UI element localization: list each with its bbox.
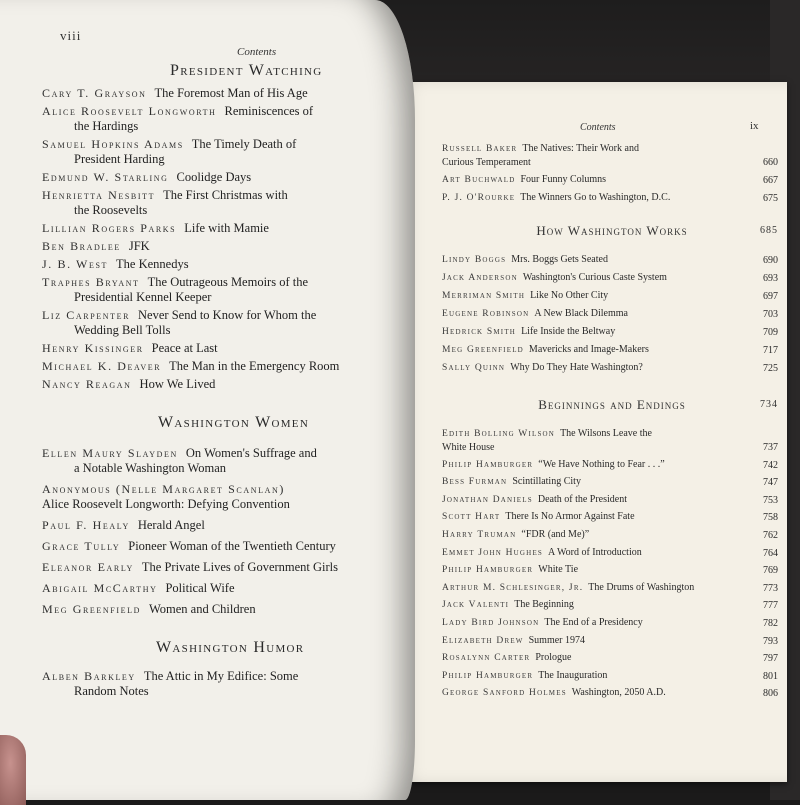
entry-title: Prologue: [535, 652, 572, 664]
toc-entry: [442, 686, 782, 700]
entry-author: Eleanor Early: [42, 560, 134, 574]
section-heading: Washington Women: [158, 414, 310, 431]
entry-author: Nancy Reagan: [42, 377, 132, 391]
toc-entry: [442, 253, 782, 267]
toc-entry: [442, 598, 782, 612]
toc-entry: [442, 634, 782, 648]
toc-entry: [442, 616, 782, 630]
entry-title: There Is No Armor Against Fate: [505, 511, 635, 523]
entry-author: Arthur M. Schlesinger, Jr.: [442, 582, 584, 593]
entry-title-continued: a Notable Washington Woman: [74, 461, 227, 475]
entry-author: P. J. O'Rourke: [442, 193, 516, 203]
entry-page-number: 747: [763, 477, 778, 489]
entry-author: Philip Hamburger: [442, 670, 534, 681]
toc-entry: [442, 458, 782, 472]
section-page-number: 734: [760, 399, 778, 410]
section-title: How Washington Works: [536, 223, 688, 238]
toc-entry: [42, 482, 372, 512]
entry-author: Rosalynn Carter: [442, 653, 531, 664]
entry-title: A Word of Introduction: [548, 546, 642, 558]
entry-title-continued: Wedding Bell Tolls: [74, 323, 171, 337]
toc-entry: [42, 239, 372, 254]
toc-entry: [42, 221, 372, 236]
toc-entry: [42, 518, 372, 533]
toc-entry: [442, 343, 782, 357]
toc-entry: [42, 170, 372, 185]
toc-entry: [42, 308, 372, 338]
right-page-number: ix: [750, 120, 759, 132]
toc-entry: [42, 275, 372, 305]
entry-author: Lindy Boggs: [442, 255, 507, 265]
entry-title: On Women's Suffrage and: [185, 446, 317, 460]
entry-page-number: 660: [763, 157, 778, 168]
toc-entry: [442, 142, 782, 169]
toc-entry: [442, 325, 782, 339]
entry-title: The Beginning: [514, 599, 574, 611]
entry-author: Harry Truman: [442, 529, 517, 540]
section-page-number: 685: [760, 225, 778, 236]
entry-title: Why Do They Hate Washington?: [510, 362, 643, 373]
entry-title: The Natives: Their Work and: [522, 143, 639, 154]
entry-title-continued: the Roosevelts: [74, 203, 148, 217]
toc-entry: [442, 475, 782, 489]
entry-page-number: 782: [763, 617, 778, 629]
entry-author: Meg Greenfield: [42, 602, 141, 616]
entry-title: Summer 1974: [528, 634, 585, 646]
entry-author: Russell Baker: [442, 144, 518, 154]
entry-author: Henrietta Nesbitt: [42, 188, 156, 202]
left-running-head: Contents: [237, 46, 277, 58]
entry-author: Ellen Maury Slayden: [42, 446, 178, 460]
entry-author: Edith Bolling Wilson: [442, 429, 556, 439]
toc-entry: [442, 651, 782, 665]
toc-entry: [42, 188, 372, 218]
toc-entry: [442, 563, 782, 577]
entry-author: Henry Kissinger: [42, 341, 144, 355]
entry-page-number: 742: [763, 459, 778, 471]
entry-page-number: 693: [763, 273, 778, 284]
toc-entry: [442, 669, 782, 683]
entry-author: Jack Anderson: [442, 273, 518, 283]
entry-title-continued: White House: [442, 442, 495, 453]
toc-entry: [42, 257, 372, 272]
entry-page-number: 762: [763, 529, 778, 541]
entry-page-number: 793: [763, 635, 778, 647]
entry-page-number: 675: [763, 193, 778, 204]
entry-title: The Foremost Man of His Age: [154, 86, 308, 100]
entry-title: Scintillating City: [512, 476, 581, 488]
entry-author: Grace Tully: [42, 539, 121, 553]
entry-author: J. B. West: [42, 257, 109, 271]
entry-author: Lady Bird Johnson: [442, 617, 540, 628]
entry-author: Philip Hamburger: [442, 565, 534, 576]
right-contents-list: [442, 142, 782, 704]
entry-title: The Drums of Washington: [588, 581, 695, 593]
entry-page-number: 703: [763, 309, 778, 320]
section-heading: Washington Humor: [156, 639, 305, 656]
toc-entry: [42, 341, 372, 356]
entry-title: The First Christmas with: [163, 188, 288, 202]
right-running-head: Contents: [580, 122, 616, 133]
entry-page-number: 717: [763, 345, 778, 356]
entry-title: JFK: [128, 239, 150, 253]
entry-title: The Private Lives of Government Girls: [141, 560, 339, 574]
toc-entry: [42, 446, 372, 476]
entry-title: Like No Other City: [530, 290, 609, 301]
entry-title-continued: President Harding: [74, 152, 165, 166]
entry-title: The Kennedys: [116, 257, 189, 271]
entry-author: Traphes Bryant: [42, 275, 140, 289]
toc-entry: [442, 361, 782, 375]
entry-title: Reminiscences of: [224, 104, 314, 118]
entry-page-number: 667: [763, 175, 778, 186]
entry-author: Philip Hamburger: [442, 459, 534, 470]
entry-author: Alben Barkley: [42, 669, 136, 683]
entry-title: Herald Angel: [137, 518, 205, 532]
toc-entry: [42, 669, 372, 699]
entry-author: George Sanford Holmes: [442, 688, 567, 699]
entry-title: Coolidge Days: [176, 170, 252, 184]
entry-page-number: 801: [763, 670, 778, 682]
entry-title: Never Send to Know for Whom the: [138, 308, 317, 322]
entry-title: The Timely Death of: [191, 137, 297, 151]
entry-title: The Outrageous Memoirs of the: [147, 275, 309, 289]
section-heading: [442, 223, 782, 239]
entry-author: Anonymous (Nelle Margaret Scanlan): [42, 482, 285, 496]
entry-author: Merriman Smith: [442, 291, 526, 301]
entry-title: Life with Mamie: [184, 221, 269, 235]
entry-author: Abigail McCarthy: [42, 581, 158, 595]
entry-author: Samuel Hopkins Adams: [42, 137, 184, 151]
entry-title: The Wilsons Leave the: [560, 428, 652, 439]
entry-title: The End of a Presidency: [544, 616, 643, 628]
right-page: [395, 82, 787, 782]
entry-title-continued: Alice Roosevelt Longworth: Defying Convention: [42, 497, 290, 511]
section-heading: President Watching: [170, 62, 323, 79]
toc-entry: [442, 581, 782, 595]
entry-title: The Inauguration: [538, 669, 608, 681]
entry-title: Washington's Curious Caste System: [522, 272, 667, 283]
entry-author: Sally Quinn: [442, 363, 506, 373]
entry-page-number: 806: [763, 688, 778, 700]
entry-author: Jonathan Daniels: [442, 494, 533, 505]
section-title: Beginnings and Endings: [538, 397, 686, 412]
toc-entry: [442, 493, 782, 507]
entry-author: Michael K. Deaver: [42, 359, 162, 373]
entry-title: White Tie: [538, 564, 579, 576]
entry-page-number: 797: [763, 653, 778, 665]
toc-entry: [42, 104, 372, 134]
entry-title: Death of the President: [537, 493, 627, 505]
entry-author: Eugene Robinson: [442, 309, 530, 319]
entry-author: Jack Valenti: [442, 600, 510, 611]
toc-entry: [42, 581, 372, 596]
toc-entry: [442, 546, 782, 560]
entry-page-number: 737: [763, 442, 778, 453]
entry-title: The Man in the Emergency Room: [169, 359, 340, 373]
toc-entry: [442, 191, 782, 205]
entry-author: Edmund W. Starling: [42, 170, 169, 184]
entry-page-number: 753: [763, 494, 778, 506]
entry-page-number: 709: [763, 327, 778, 338]
entry-title: Peace at Last: [151, 341, 218, 355]
entry-page-number: 758: [763, 512, 778, 524]
entry-title: Mavericks and Image-Makers: [528, 344, 649, 355]
entry-title: The Attic in My Edifice: Some: [143, 669, 299, 683]
entry-author: Ben Bradlee: [42, 239, 121, 253]
toc-entry: [42, 137, 372, 167]
toc-entry: [442, 173, 782, 187]
toc-entry: [442, 307, 782, 321]
entry-title: Mrs. Boggs Gets Seated: [511, 254, 608, 265]
toc-entry: [442, 289, 782, 303]
entry-title: Women and Children: [148, 602, 256, 616]
toc-entry: [442, 427, 782, 454]
entry-title-continued: Random Notes: [74, 684, 149, 698]
toc-entry: [442, 510, 782, 524]
entry-page-number: 725: [763, 363, 778, 374]
entry-title: Pioneer Woman of the Twentieth Century: [128, 539, 336, 553]
entry-author: Bess Furman: [442, 477, 508, 488]
entry-author: Elizabeth Drew: [442, 635, 524, 646]
toc-entry: [42, 539, 372, 554]
entry-author: Lillian Rogers Parks: [42, 221, 177, 235]
entry-author: Emmet John Hughes: [442, 547, 544, 558]
entry-page-number: 777: [763, 600, 778, 612]
entry-title-continued: Presidential Kennel Keeper: [74, 290, 212, 304]
entry-author: Liz Carpenter: [42, 308, 131, 322]
entry-title: Four Funny Columns: [520, 174, 607, 185]
left-contents-list: [42, 62, 372, 702]
entry-author: Scott Hart: [442, 512, 501, 523]
entry-author: Meg Greenfield: [442, 345, 524, 355]
entry-author: Paul F. Healy: [42, 518, 130, 532]
entry-author: Cary T. Grayson: [42, 86, 147, 100]
thumb-holding-book: [0, 735, 26, 805]
entry-title: A New Black Dilemma: [534, 308, 628, 319]
entry-title: The Winners Go to Washington, D.C.: [520, 192, 671, 203]
entry-page-number: 697: [763, 291, 778, 302]
entry-author: Alice Roosevelt Longworth: [42, 104, 217, 118]
toc-entry: [442, 528, 782, 542]
toc-entry: [42, 86, 372, 101]
entry-title: Political Wife: [165, 581, 235, 595]
toc-entry: [442, 271, 782, 285]
entry-page-number: 769: [763, 565, 778, 577]
entry-page-number: 764: [763, 547, 778, 559]
toc-entry: [42, 560, 372, 575]
entry-title: “We Have Nothing to Fear . . .”: [538, 458, 665, 470]
entry-page-number: 773: [763, 582, 778, 594]
entry-page-number: 690: [763, 255, 778, 266]
entry-title: Life Inside the Beltway: [521, 326, 616, 337]
toc-entry: [42, 377, 372, 392]
entry-title: “FDR (and Me)”: [521, 528, 590, 540]
entry-author: Art Buchwald: [442, 175, 516, 185]
left-page-number: viii: [60, 28, 82, 43]
entry-title: Washington, 2050 A.D.: [571, 687, 666, 699]
section-heading: [442, 397, 782, 413]
toc-entry: [42, 602, 372, 617]
toc-entry: [42, 359, 372, 374]
entry-title-continued: Curious Temperament: [442, 157, 531, 168]
entry-author: Hedrick Smith: [442, 327, 517, 337]
entry-title-continued: the Hardings: [74, 119, 139, 133]
entry-title: How We Lived: [139, 377, 216, 391]
